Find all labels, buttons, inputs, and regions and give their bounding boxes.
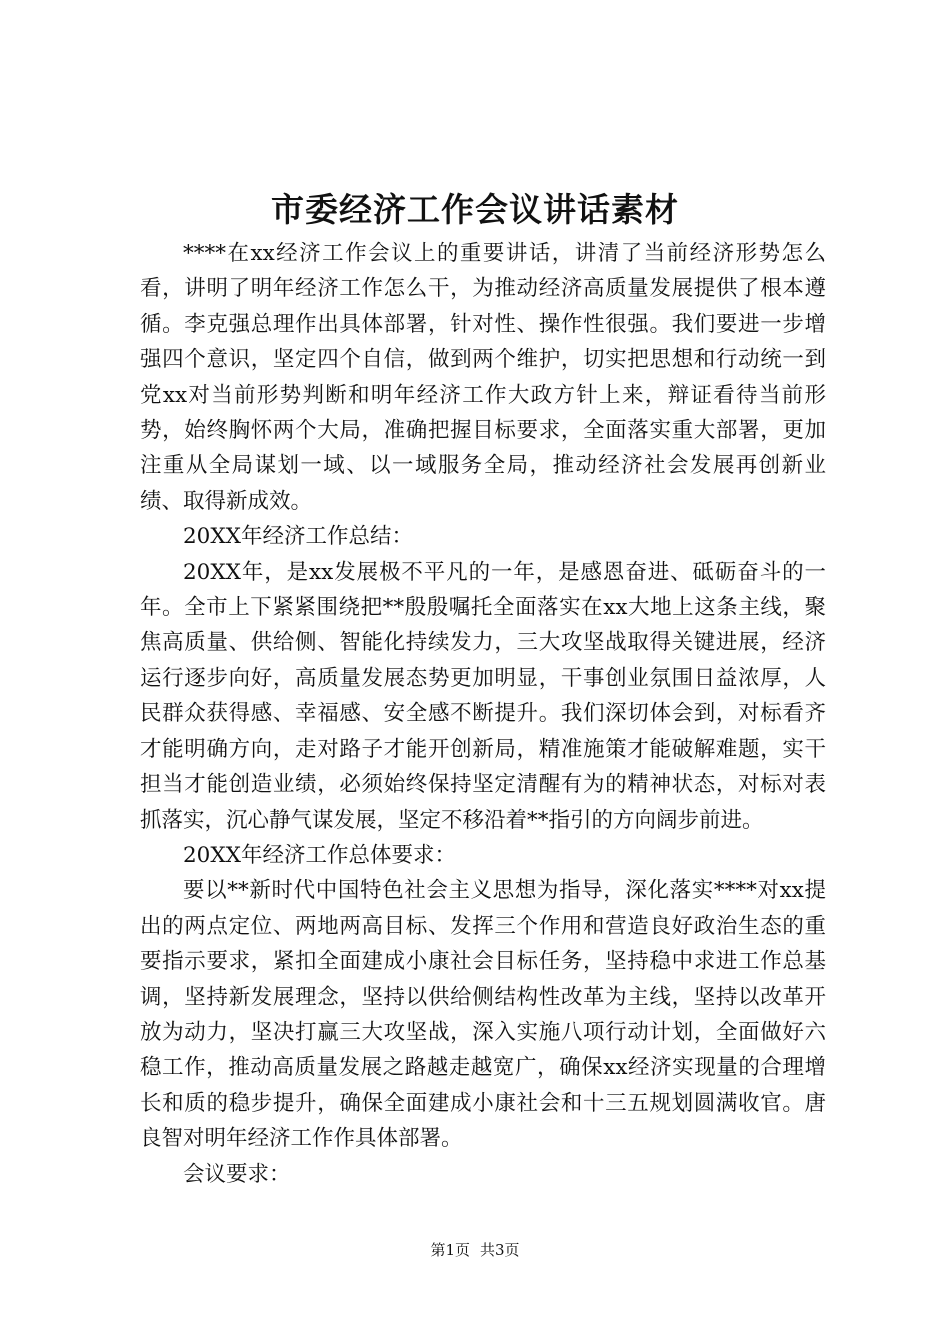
document-title: 市委经济工作会议讲话素材 — [271, 190, 679, 229]
paragraph-summary: 20XX年，是xx发展极不平凡的一年，是感恩奋进、砥砺奋斗的一年。全市上下紧紧围绕把**殷殷嘱托全面落实在xx大地上这条主线，聚焦高质量、供给侧、智能化持续发力，三大攻坚战取得关键进展，经济运行逐步向好，高质量发展态势更加明显，干事创业氛围日益浓厚，人民群众获得感、幸福感、安全感不断提升。我们深切体会到，对标看齐才能明确方向，走对路子才能开创新局，精准施策才能破解难题，实干担当才能创造业绩，必须始终保持坚定清醒有为的精神状态，对标对表抓落实，沉心静气谋发展，坚定不移沿着**指引的方向阔步前进。 — [140, 559, 826, 833]
page-number: 第1页 — [430, 1241, 470, 1259]
paragraph-requirements: 要以**新时代中国特色社会主义思想为指导，深化落实****对xx提出的两点定位、两地两高目标、发挥三个作用和营造良好政治生态的重要指示要求，紧扣全面建成小康社会目标任务，坚持稳中求进工作总基调，坚持新发展理念，坚持以供给侧结构性改革为主线，坚持以改革开放为动力，坚决打赢三大攻坚战，深入实施八项行动计划，全面做好六稳工作，推动高质量发展之路越走越宽广，确保xx经济实现量的合理增长和质的稳步提升，确保全面建成小康社会和十三五规划圆满收官。唐良智对明年经济工作作具体部署。 — [140, 878, 826, 1152]
section-heading-meeting: 会议要求： — [183, 1161, 291, 1187]
page-footer — [0, 1240, 950, 1260]
page-total: 共3页 — [480, 1241, 520, 1259]
paragraph-intro: ****在xx经济工作会议上的重要讲话，讲清了当前经济形势怎么看，讲明了明年经济工作怎么干，为推动经济高质量发展提供了根本遵循。李克强总理作出具体部署，针对性、操作性很强。我们要进一步增强四个意识，坚定四个自信，做到两个维护，切实把思想和行动统一到党xx对当前形势判断和明年经济工作大政方针上来，辩证看待当前形势，始终胸怀两个大局，准确把握目标要求，全面落实重大部署，更加注重从全局谋划一域、以一域服务全局，推动经济社会发展再创新业绩、取得新成效。 — [140, 241, 826, 514]
section-heading-requirements: 20XX年经济工作总体要求： — [183, 842, 456, 868]
section-heading-summary: 20XX年经济工作总结： — [183, 524, 413, 550]
document-body — [140, 236, 826, 1192]
